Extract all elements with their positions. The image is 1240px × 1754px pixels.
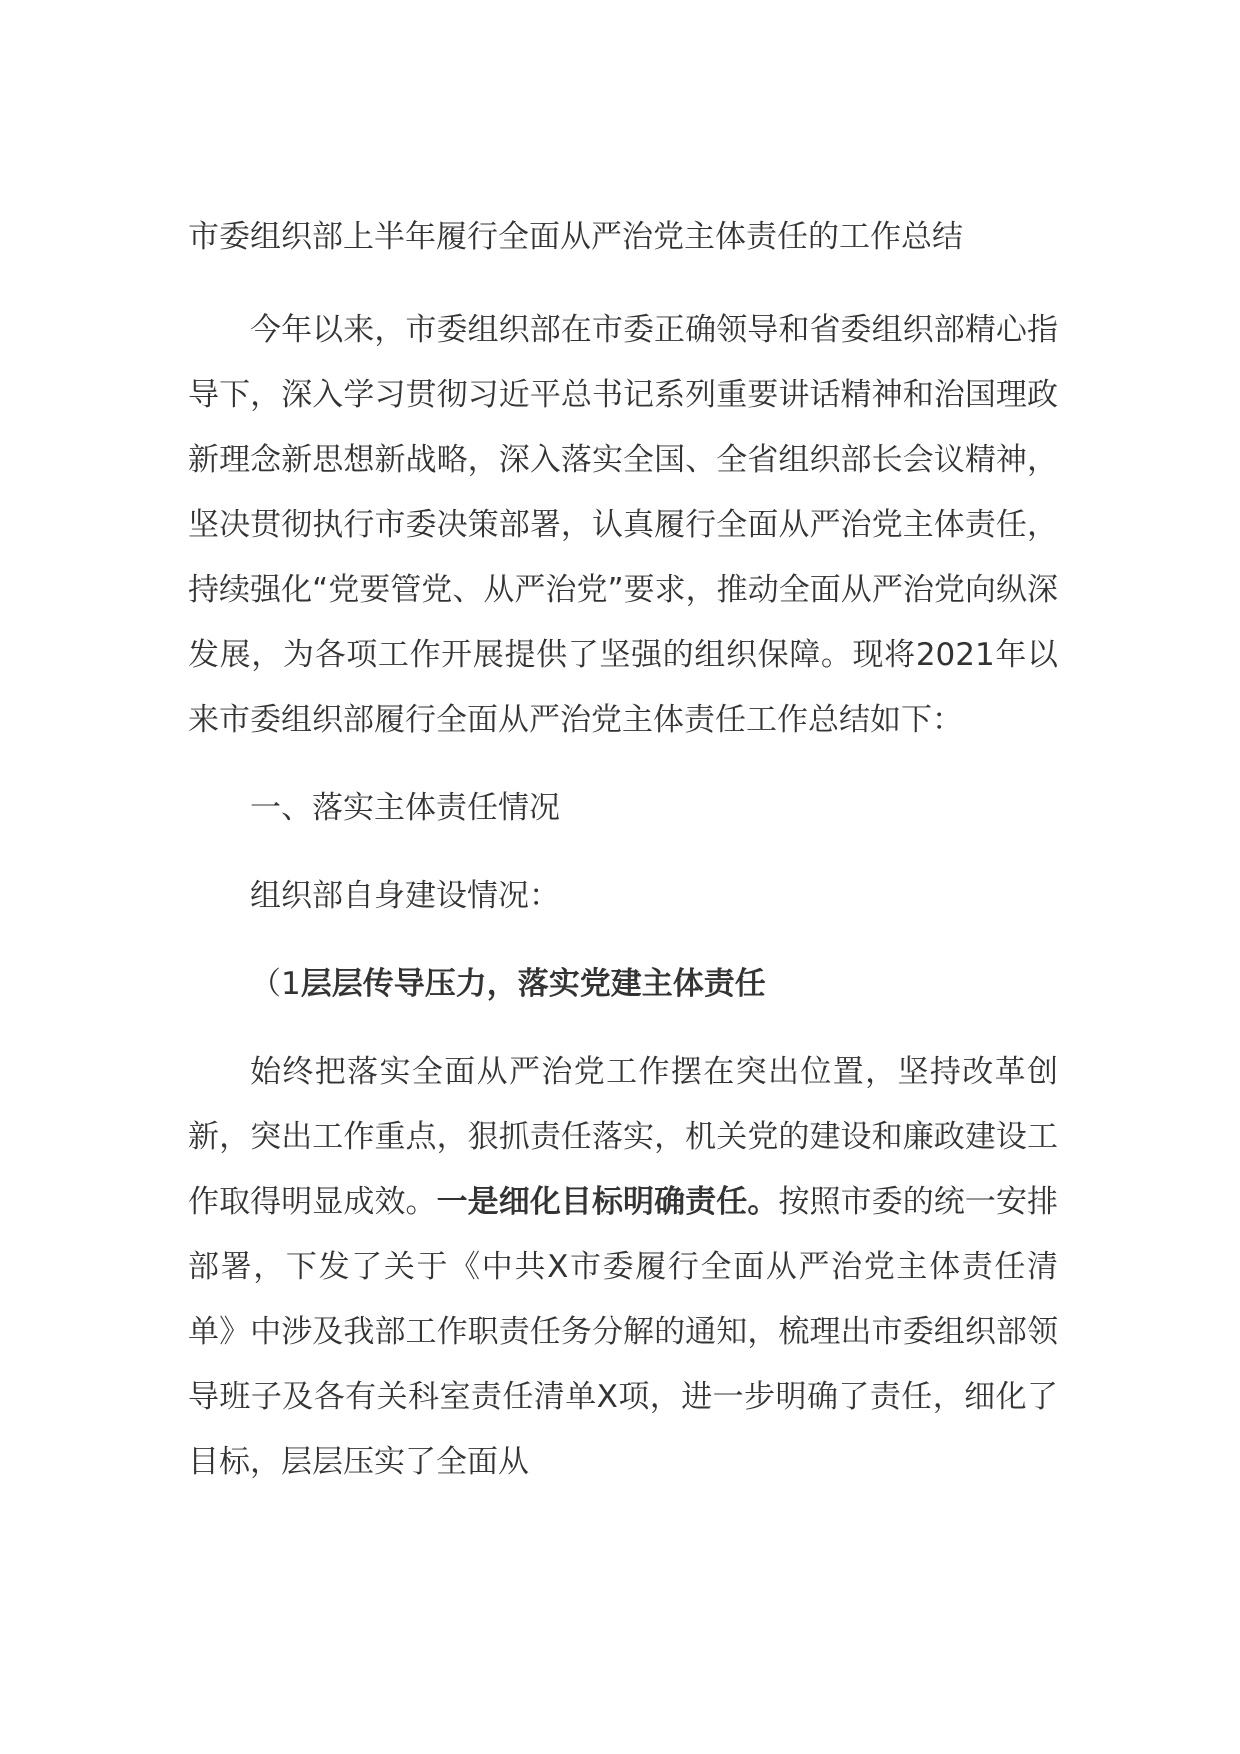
item-heading-text: 层层传导压力，落实党建主体责任 bbox=[300, 966, 766, 1002]
section-heading: 一、落实主体责任情况 bbox=[250, 790, 560, 826]
document-body bbox=[188, 298, 1058, 1495]
subsection-label: 组织部自身建设情况： bbox=[250, 878, 560, 914]
item-paragraph-text: 始终把落实全面从严治党工作摆在突出位置，坚持改革创新，突出工作重点，狠抓责任落实，机关党的建设和廉政建设工作取得明显成效。 bbox=[188, 1054, 1058, 1220]
document-page bbox=[188, 0, 1058, 1754]
point-heading: 一是细化目标明确责任。 bbox=[436, 1184, 779, 1220]
item-number: （1 bbox=[250, 966, 301, 1002]
intro-paragraph: 今年以来，市委组织部在市委正确领导和省委组织部精心指导下，深入学习贯彻习近平总书记系列重要讲话精神和治国理政新理念新思想新战略，深入落实全国、全省组织部长会议精神，坚决贯彻执行市委决策部署，认真履行全面从严治党主体责任，持续强化“党要管党、从严治党”要求，推动全面从严治党向纵深发展，为各项工作开展提供了坚强的组织保障。现将2021年以来市委组织部履行全面从严治党主体责任工作总结如下： bbox=[188, 312, 1058, 738]
item-paragraph bbox=[188, 1040, 1058, 1495]
point-text: 按照市委的统一安排部署，下发了关于《中共X市委履行全面从严治党主体责任清单》中涉及我部工作职责任务分解的通知，梳理出市委组织部领导班子及各有关科室责任清单X项，进一步明确了责任，细化了目标，层层压实了全面从 bbox=[188, 1184, 1059, 1480]
item-heading bbox=[188, 952, 1058, 1017]
document-title: 市委组织部上半年履行全面从严治党主体责任的工作总结 bbox=[188, 219, 963, 255]
